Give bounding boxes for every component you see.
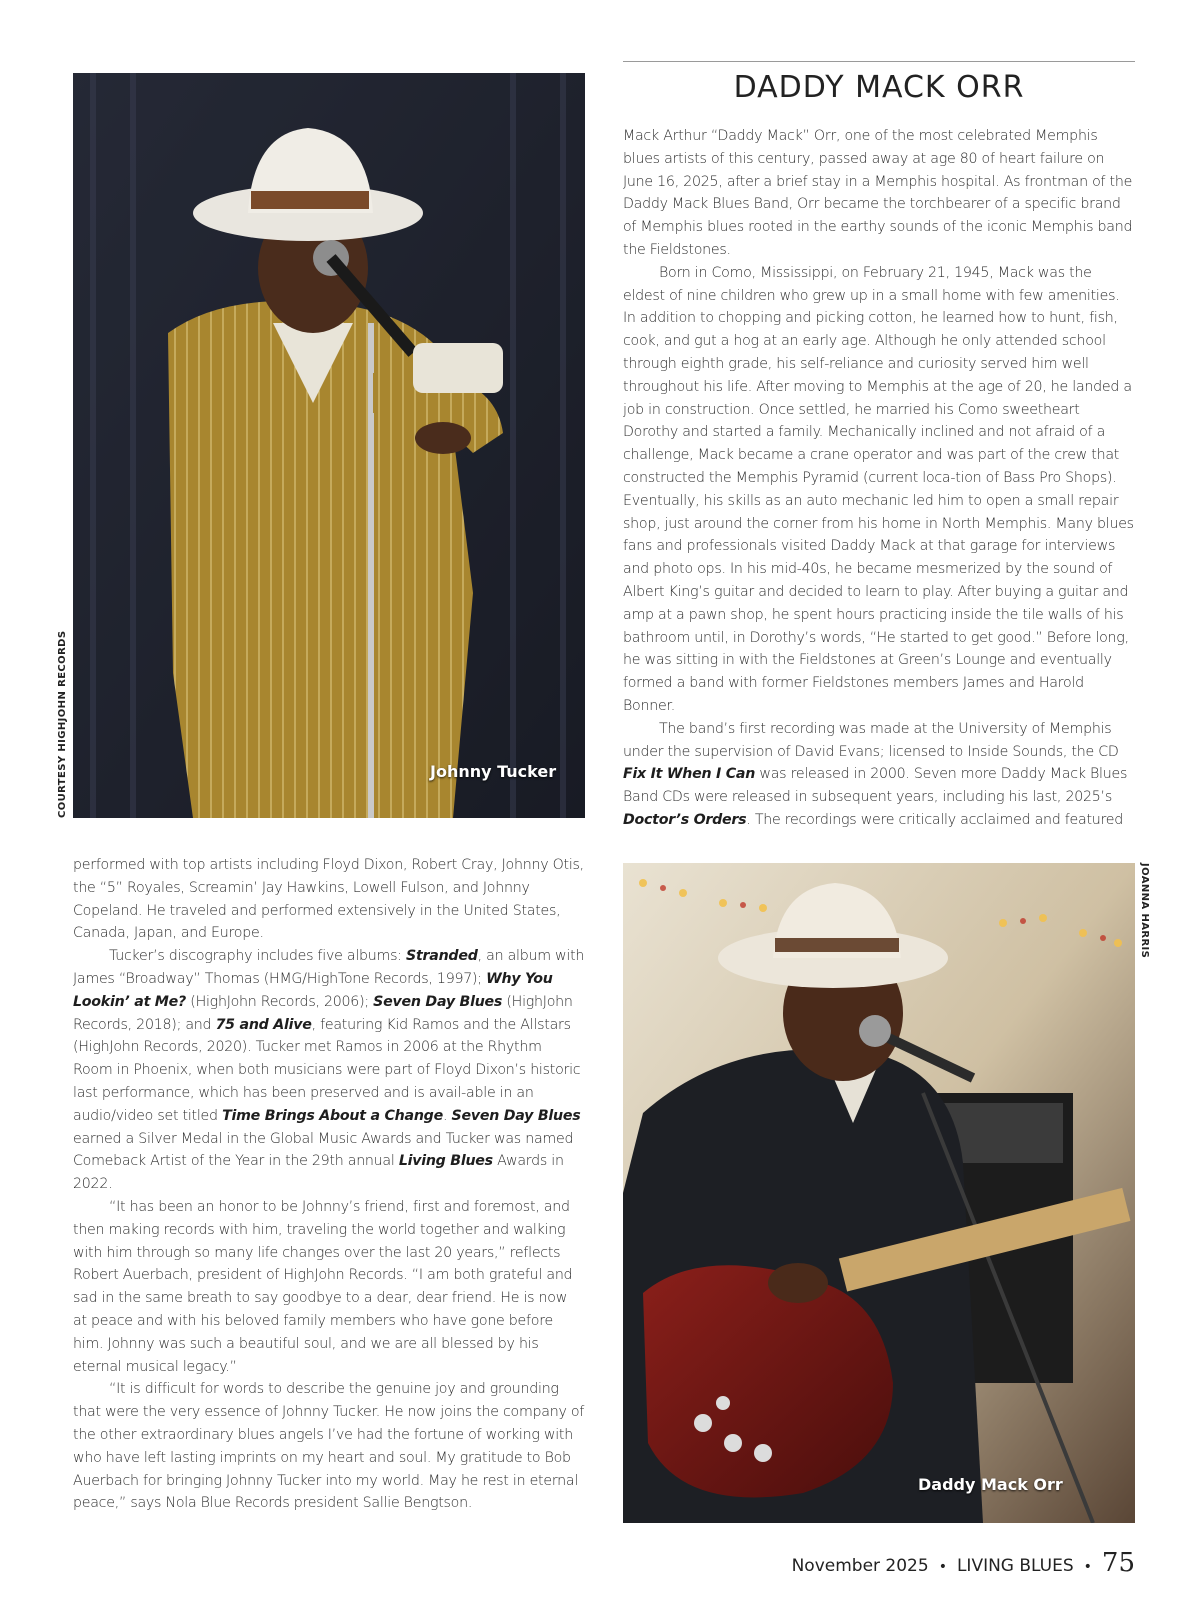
album-title: Why You Lookin’ at Me? [73,970,553,1010]
album-title: Stranded [406,948,478,965]
footer-separator: • [938,1559,947,1575]
text-run: (HighJohn Records, 2006); [186,993,374,1010]
daddy-mack-orr-photo [623,863,1135,1523]
johnny-tucker-image [73,73,585,818]
magazine-title: Living Blues [398,1153,493,1170]
left-column-text [73,854,585,1515]
text-run: Tucker’s discography includes five albums: [109,948,407,965]
text-run: , featuring Kid Ramos and the Allstars (HighJohn Records, 2020). Tucker met Ramos in 2006 at the Rhythm Room in Phoenix, when both musicians were part of Floyd Dixon’s historic last performance, which has been preserved and is avail-able in an audio/video set titled [73,1016,581,1124]
text-run: earned a Silver Medal in the Global Music Awards and Tucker was named Comeback Artist of the Year in the 29th annual [73,1130,574,1170]
johnny-tucker-photo-credit: COURTESY HIGHJOHN RECORDS [57,630,68,818]
paragraph [623,718,1135,830]
text-run: . The recordings were critically acclaimed and featured [746,811,1124,828]
footer-separator: • [1083,1559,1092,1575]
album-title: Time Brings About a Change [222,1107,443,1124]
daddy-mack-orr-caption: Daddy Mack Orr [918,1475,1063,1494]
page-number: 75 [1101,1548,1135,1578]
right-column-text [623,125,1135,830]
album-title: 75 and Alive [215,1016,312,1033]
magazine-name: LIVING BLUES [956,1556,1074,1576]
text-run: , an album with James “Broadway” Thomas (HMG/HighTone Records, 1997); [73,948,585,987]
paragraph: Mack Arthur “Daddy Mack” Orr, one of the most celebrated Memphis blues artists of this century, passed away at age 80 of heart failure on June 16, 2025, after a brief stay in a Memphis hospital. As frontman of the Daddy Mack Blues Band, Orr became the torchbearer of a specific brand of Memphis blues rooted in the earthy sounds of the iconic Memphis band the Fieldstones. [623,128,1133,258]
text-run: (HighJohn Records, 2018); and [73,993,573,1033]
paragraph: performed with top artists including Floyd Dixon, Robert Cray, Johnny Otis, the “5” Royales, Screamin’ Jay Hawkins, Lowell Fulson, and Johnny Copeland. He traveled and performed extensively in the United States, Canada, Japan, and Europe. [73,857,584,942]
daddy-mack-orr-image [623,863,1135,1523]
album-title: Seven Day Blues [373,993,503,1010]
paragraph: “It has been an honor to be Johnny’s friend, first and foremost, and then making records with him, traveling the world together and walking with him through so many life changes over the last 20 years,” reflects Robert Auerbach, president of HighJohn Records. “I am both grateful and sad in the same breath to say goodbye to a dear, dear friend. He is now at peace and with his beloved family members who have gone before him. Johnny was such a beautiful soul, and we are all blessed by his eternal musical legacy.” [73,1198,573,1375]
text-run: was released in 2000. Seven more Daddy Mack Blues Band CDs were released in subsequent years, including his last, 2025’s [623,766,1128,806]
text-run: Awards in 2022. [73,1153,564,1193]
johnny-tucker-photo [73,73,585,818]
johnny-tucker-caption: Johnny Tucker [430,762,557,781]
headline-rule [623,61,1135,62]
text-run: The band’s first recording was made at the University of Memphis under the supervision of David Evans; licensed to Inside Sounds, the CD [623,720,1119,760]
daddy-mack-orr-photo-credit: JOANNA HARRIS [1139,863,1150,959]
page-footer [792,1548,1135,1578]
album-title: Seven Day Blues [451,1107,581,1124]
paragraph: “It is difficult for words to describe the genuine joy and grounding that were the very essence of Johnny Tucker. He now joins the company of the other extraordinary blues angels I’ve had the fortune of working with who have left lasting imprints on my heart and soul. My gratitude to Bob Auerbach for bringing Johnny Tucker into my world. May he rest in eternal peace,” says Nola Blue Records president Sallie Bengtson. [73,1381,585,1512]
album-title: Doctor’s Orders [623,811,747,828]
article-headline: DADDY MACK ORR [733,70,1025,105]
album-title: Fix It When I Can [623,766,756,783]
text-run: . [442,1107,452,1124]
issue-date: November 2025 [791,1556,929,1576]
paragraph [73,945,585,1196]
paragraph: Born in Como, Mississippi, on February 21, 1945, Mack was the eldest of nine children who grew up in a small home with few amenities. In addition to chopping and picking cotton, he learned how to hunt, fish, cook, and gut a hog at an early age. Although he only attended school through eighth grade, his self-reliance and curiosity served him well throughout his life. After moving to Memphis at the age of 20, he landed a job in construction. Once settled, he married his Como sweetheart Dorothy and started a family. Mechanically inclined and not afraid of a challenge, Mack became a crane operator and was part of the crew that constructed the Memphis Pyramid (current loca-tion of Bass Pro Shops). Eventually, his skills as an auto mechanic led him to open a small repair shop, just around the corner from his home in North Memphis. Many blues fans and professionals visited Daddy Mack at that garage for interviews and photo ops. In his mid-40s, he became mesmerized by the sound of Albert King’s guitar and decided to learn to play. After buying a guitar and amp at a pawn shop, he spent hours practicing inside the tile walls of his bathroom until, in Dorothy’s words, “He started to get good.” Before long, he was sitting in with the Fieldstones at Green’s Lounge and eventually formed a band with former Fieldstones members James and Harold Bonner. [623,264,1134,714]
